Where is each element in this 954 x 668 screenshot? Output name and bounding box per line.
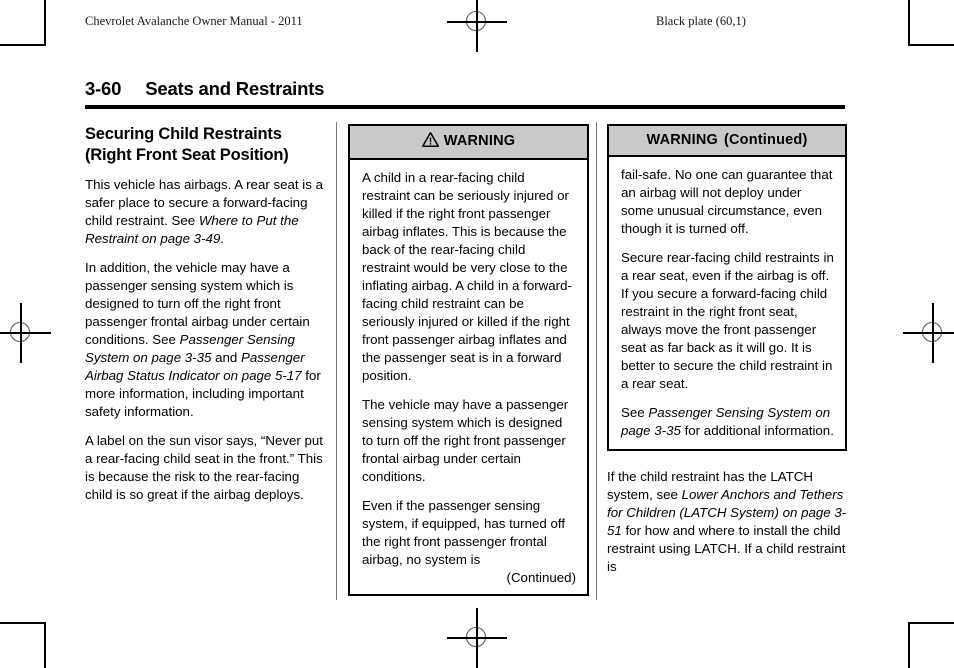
registration-mark-bottom (447, 608, 507, 668)
text-run: . (220, 230, 224, 246)
trim-mark-bottom-right-vertical (908, 622, 910, 668)
text-run: Secure rear-facing child restraints in a rear seat, even if the airbag is off. If you secure a forward-facing child restraint in the right front seat, always move the front passenger seat as far back as it will go. It is better to secure the child restraint in a rear seat. (621, 250, 834, 392)
text-run: for how and where to install the child restraint using LATCH. If a child restraint is (607, 523, 846, 575)
text-run: In addition, the vehicle may have a passenger sensing system which is designed to turn off the right front passenger frontal airbag under certain conditions. See (85, 259, 310, 347)
paragraph (607, 468, 847, 576)
page-section-name: Seats and Restraints (145, 78, 325, 99)
trim-mark-top-left-horizontal (0, 44, 46, 46)
text-run: A label on the sun visor says, “Never put a rear-facing child seat in the front.” This is because the risk to the rear-facing child is so great if the airbag deploys. (85, 433, 323, 503)
warning-triangle-icon (422, 132, 439, 151)
registration-mark-right (903, 303, 954, 363)
text-run: The vehicle may have a passenger sensing system which is designed to turn off the right front passenger frontal airbag under certain conditions. (362, 397, 569, 485)
left-column-body (85, 176, 328, 504)
warning-continued-box (607, 124, 847, 451)
cross-reference: Where to Put the Restraint on page 3-49 (85, 212, 299, 246)
right-column (607, 124, 847, 576)
registration-mark-top (447, 0, 507, 52)
page-title-rule (85, 105, 845, 109)
cross-reference: Passenger Airbag Status Indicator on page 5-17 (85, 350, 305, 384)
warning-continued-paragraphs (621, 166, 834, 440)
page-title (85, 78, 845, 109)
latch-system-paragraphs (607, 468, 847, 576)
cross-reference: Lower Anchors and Tethers for Children (LATCH System) on page 3-51 (607, 487, 847, 539)
paragraph (85, 432, 328, 504)
paragraph (621, 249, 834, 393)
trim-mark-bottom-right-horizontal (908, 622, 954, 624)
trim-mark-bottom-left-vertical (44, 622, 46, 668)
column-separator-left (336, 122, 337, 600)
middle-column (348, 124, 589, 596)
paragraph (85, 176, 328, 248)
cross-reference: Passenger Sensing System on page 3-35 (85, 332, 295, 366)
text-run: A child in a rear-facing child restraint can be seriously injured or killed if the right front passenger airbag inflates. This is because the back of the rear-facing child restraint would be very close to the inflating airbag. A child in a forward-facing child restraint can be seriously injured or killed if the right front passenger airbag inflates and the passenger seat is in a forward position. (362, 170, 572, 384)
paragraph (362, 497, 576, 569)
warning-continued-box-header (609, 126, 845, 157)
cross-reference: Passenger Sensing System on page 3-35 (621, 405, 831, 439)
registration-mark-left (0, 303, 51, 363)
continued-label: (Continued) (506, 570, 576, 586)
paragraph (362, 169, 576, 385)
warning-box-body (350, 160, 587, 594)
trim-mark-top-right-vertical (908, 0, 910, 46)
warning-box-paragraphs (362, 169, 576, 569)
left-column (85, 124, 328, 504)
warning-box-header (350, 126, 587, 160)
warning-continued-header-suffix: (Continued) (723, 132, 808, 148)
column-separator-right (596, 122, 597, 600)
paragraph (621, 166, 834, 238)
text-run: for more information, including important safety information. (85, 368, 321, 420)
trim-mark-top-right-horizontal (908, 44, 954, 46)
section-heading: Securing Child Restraints (Right Front Seat Position) (85, 125, 289, 165)
paragraph (85, 259, 328, 421)
running-head-manual-title: Chevrolet Avalanche Owner Manual - 2011 (85, 14, 303, 28)
text-run: Even if the passenger sensing system, if equipped, has turned off the right front passenger frontal airbag, no system is (362, 498, 566, 568)
text-run: If the child restraint has the LATCH system, see (607, 469, 813, 503)
text-run: for additional information. (680, 423, 834, 439)
trim-mark-bottom-left-horizontal (0, 622, 46, 624)
page-folio-number: 3-60 (85, 78, 122, 99)
text-run: fail-safe. No one can guarantee that an airbag will not deploy under some unusual circumstance, even though it is turned off. (621, 167, 833, 237)
text-run: This vehicle has airbags. A rear seat is a safer place to secure a forward-facing child restraint. See (85, 176, 323, 228)
text-run: See (621, 405, 649, 421)
paragraph (362, 396, 576, 486)
text-run: and (211, 350, 241, 366)
warning-continued-header-label: WARNING (646, 132, 718, 148)
warning-continued-box-body (609, 157, 845, 449)
warning-box-header-label: WARNING (443, 133, 516, 149)
trim-mark-top-left-vertical (44, 0, 46, 46)
running-head-black-plate: Black plate (60,1) (656, 14, 746, 28)
warning-box (348, 124, 589, 596)
paragraph (621, 404, 834, 440)
